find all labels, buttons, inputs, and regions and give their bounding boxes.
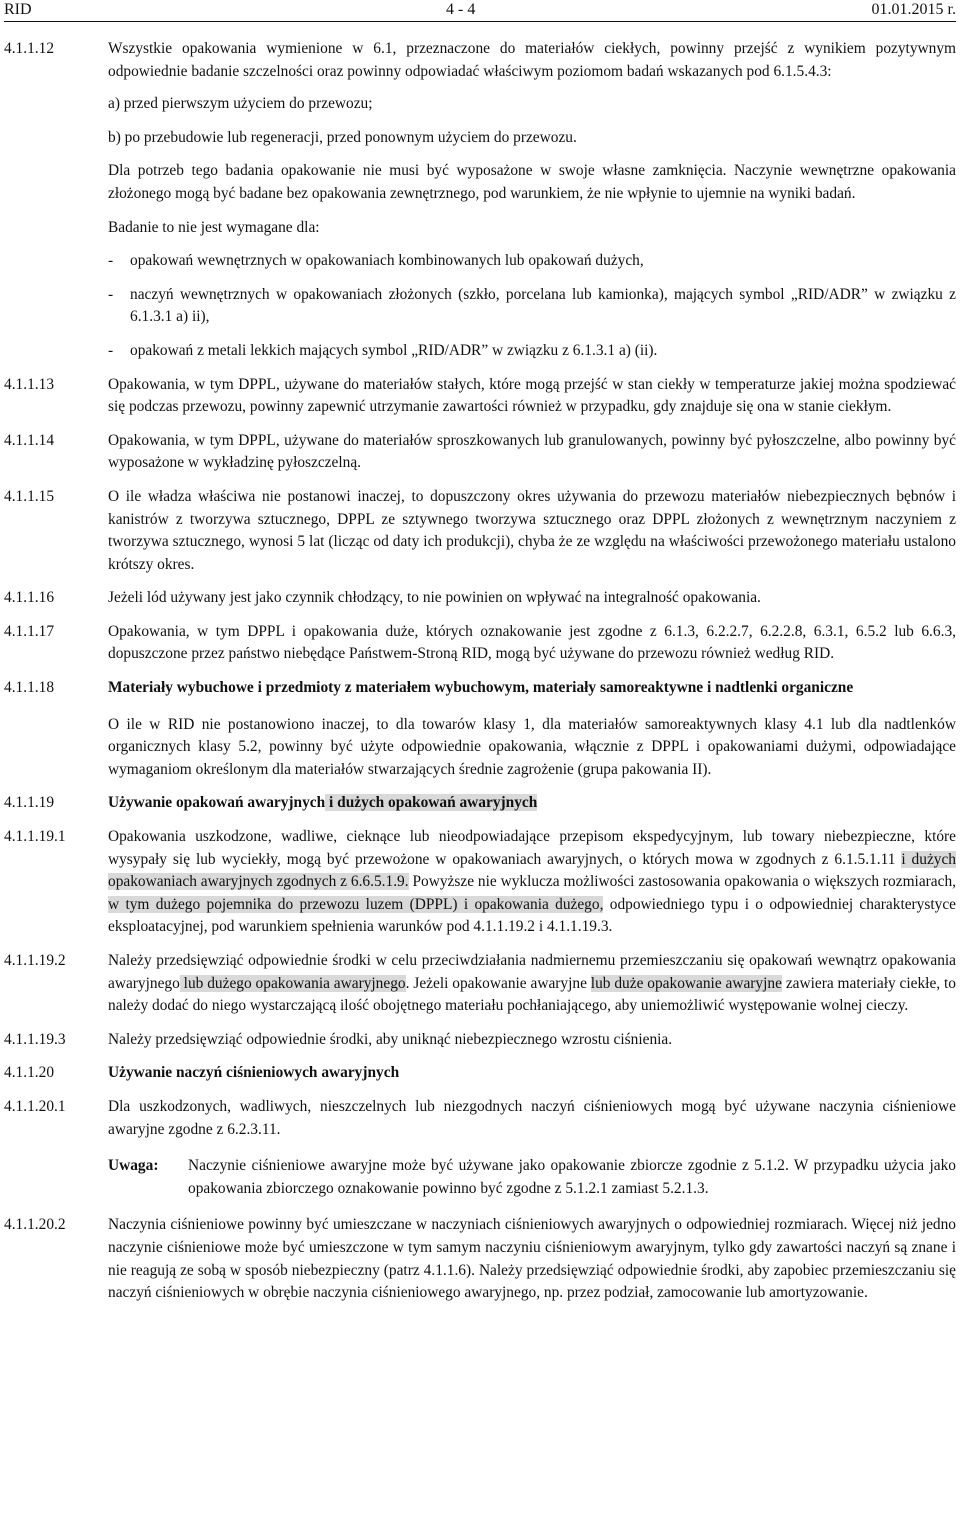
paragraph: Opakowania, w tym DPPL, używane do materiałów stałych, które mogą przejść w stan ciekły w temperaturze jakiej można spodziewać się podczas przewozu, powinny zapewnić utrzymanie zawartości również w przypadku, gdy znajduje się ona w stanie ciekłym. xyxy=(108,375,956,416)
paragraph: Opakowania, w tym DPPL, używane do materiałów sproszkowanych lub granulowanych, powinny być pyłoszczelne, albo powinny być wyposażone w wykładzinę pyłoszczelną. xyxy=(108,431,956,472)
highlighted-text: lub duże opakowanie awaryjne xyxy=(590,974,782,992)
section-4-1-1-19-2 xyxy=(4,950,956,1018)
document-body xyxy=(4,38,956,1305)
section-4-1-1-18 xyxy=(4,677,956,781)
header-left: RID xyxy=(4,1,32,18)
dash-item: - opakowań wewnętrznych w opakowaniach kombinowanych lub opakowań dużych, xyxy=(108,250,956,273)
section-title xyxy=(108,792,956,815)
section-4-1-1-19 xyxy=(4,792,956,815)
dash-item-text: opakowań wewnętrznych w opakowaniach kombinowanych lub opakowań dużych, xyxy=(130,252,644,270)
header-page-number: 4 - 4 xyxy=(446,1,476,18)
section-4-1-1-19-3 xyxy=(4,1029,956,1052)
section-number: 4.1.1.19.1 xyxy=(4,828,66,846)
paragraph: Opakowania, w tym DPPL i opakowania duże, których oznakowanie jest zgodne z 6.1.3, 6.2.2.7, 6.2.2.8, 6.3.1, 6.5.2 lub 6.6.3, dopuszczone przez państwo niebędące Państwem-Stroną RID, mogą być używane do przewozu również według RID. xyxy=(108,622,956,663)
section-number: 4.1.1.18 xyxy=(4,679,55,697)
section-number: 4.1.1.14 xyxy=(4,431,55,449)
dash-item-text: opakowań z metali lekkich mających symbol „RID/ADR” w związku z 6.1.3.1 a) (ii). xyxy=(130,341,658,359)
section-4-1-1-15 xyxy=(4,486,956,576)
paragraph: Wszystkie opakowania wymienione w 6.1, przeznaczone do materiałów ciekłych, powinny przejść z wynikiem pozytywnym odpowiednie badanie szczelności oraz powinny odpowiadać właściwym poziomom badań wskazanych pod 6.1.5.4.3: xyxy=(108,40,956,80)
text-run: Należy przedsięwziąć odpowiednie środki w celu przeciwdziałania nadmiernemu przemieszczaniu się opakowań wewnątrz opakowania awaryjnego xyxy=(108,952,956,992)
section-number: 4.1.1.20 xyxy=(4,1064,55,1082)
dash-item: - opakowań z metali lekkich mających symbol „RID/ADR” w związku z 6.1.3.1 a) (ii). xyxy=(108,340,956,363)
list-item-a: a) przed pierwszym użyciem do przewozu; xyxy=(108,95,373,113)
section-number: 4.1.1.19.3 xyxy=(4,1030,66,1048)
highlighted-text: lub dużego opakowania awaryjnego xyxy=(179,974,406,992)
section-title: Materiały wybuchowe i przedmioty z materiałem wybuchowym, materiały samoreaktywne i nadtlenki organiczne xyxy=(108,679,854,697)
note-text: Naczynie ciśnieniowe awaryjne może być używane jako opakowanie zbiorcze zgodnie z 5.1.2. W przypadku użycia jako opakowania zbiorczego oznakowanie powinno być zgodne z 5.1.2.1 zamiast 5.2.1.3. xyxy=(188,1157,956,1197)
paragraph: Dla potrzeb tego badania opakowanie nie musi być wyposażone w swoje własne zamknięcia. Naczynie wewnętrzne opakowania złożonego mogą być badane bez opakowania zewnętrznego, pod warunkiem, że nie wpłynie to ujemnie na wyniki badań. xyxy=(108,162,956,202)
header-date: 01.01.2015 r. xyxy=(871,1,956,18)
paragraph xyxy=(108,950,956,1018)
section-number: 4.1.1.19.2 xyxy=(4,952,66,969)
paragraph: O ile w RID nie postanowiono inaczej, to dla towarów klasy 1, dla materiałów samoreaktywnych klasy 4.1 lub dla nadtlenków organicznych klasy 5.2, powinny być użyte odpowiednie opakowania, włącznie z DPPL i opakowaniami dużymi, odpowiadające wymaganiom określonym dla materiałów stwarzających średnie zagrożenie (grupa pakowania II). xyxy=(108,715,956,778)
paragraph: O ile władza właściwa nie postanowi inaczej, to dopuszczony okres używania do przewozu materiałów niebezpiecznych bębnów i kanistrów z tworzywa sztucznego, DPPL ze sztywnego tworzywa sztucznego oraz DPPL złożonych z wewnętrznym naczyniem z tworzywa sztucznego, wynosi 5 lat (licząc od daty ich produkcji), chyba że ze względu na właściwości przewożonego materiału ustalono krótszy okres. xyxy=(108,487,956,573)
paragraph: Naczynia ciśnieniowe powinny być umieszczane w naczyniach ciśnieniowych awaryjnych o odpowiedniej rozmiarach. Więcej niż jedno naczynie ciśnieniowe może być umieszczone w tym samym naczyniu ciśnieniowym awaryjnym, tylko gdy zawartości naczyń są znane i nie reagują ze sobą w sposób niebezpieczny (patrz 4.1.1.6). Należy przedsięwziąć odpowiednie środki, aby zapobiec przemieszczaniu się naczyń ciśnieniowych w obrębie naczynia ciśnieniowego awaryjnego, np. przez podział, zamocowanie lub amortyzowanie. xyxy=(108,1216,956,1302)
section-4-1-1-20-2 xyxy=(4,1214,956,1304)
section-number: 4.1.1.13 xyxy=(4,375,55,393)
list-item-b: b) po przebudowie lub regeneracji, przed ponownym użyciem do przewozu. xyxy=(108,128,577,146)
text-run: odpowiedniego typu i o odpowiedniej charakterystyce eksploatacyjnej, pod warunkiem spełnienia warunków pod 4.1.1.19.2 i 4.1.1.19.3. xyxy=(108,895,956,936)
dash-item: - naczyń wewnętrznych w opakowaniach złożonych (szkło, porcelana lub kamionka), mających symbol „RID/ADR” w związku z 6.1.3.1 a) ii), xyxy=(108,284,956,329)
highlighted-text: i dużych opakowań awaryjnych xyxy=(325,794,538,812)
section-4-1-1-12 xyxy=(4,38,956,363)
paragraph: Należy przedsięwziąć odpowiednie środki, aby uniknąć niebezpiecznego wzrostu ciśnienia. xyxy=(108,1030,673,1048)
paragraph: Badanie to nie jest wymagane dla: xyxy=(108,218,320,236)
note-label: Uwaga: xyxy=(108,1157,159,1175)
section-number: 4.1.1.19 xyxy=(4,794,55,812)
section-4-1-1-16 xyxy=(4,587,956,610)
section-4-1-1-14 xyxy=(4,430,956,475)
section-title: Używanie naczyń ciśnieniowych awaryjnych xyxy=(108,1064,400,1082)
header-rule xyxy=(4,21,956,22)
section-4-1-1-19-1 xyxy=(4,826,956,939)
section-4-1-1-20-1 xyxy=(4,1096,956,1200)
section-number: 4.1.1.16 xyxy=(4,589,55,607)
paragraph: Jeżeli lód używany jest jako czynnik chłodzący, to nie powinien on wpływać na integralność opakowania. xyxy=(108,589,761,607)
section-4-1-1-13 xyxy=(4,374,956,419)
section-number: 4.1.1.17 xyxy=(4,622,55,640)
section-number: 4.1.1.12 xyxy=(4,40,55,57)
text-run: . Jeżeli opakowanie awaryjne xyxy=(405,974,591,992)
section-4-1-1-20 xyxy=(4,1062,956,1085)
section-number: 4.1.1.20.1 xyxy=(4,1097,66,1115)
section-number: 4.1.1.20.2 xyxy=(4,1216,66,1234)
paragraph: Dla uszkodzonych, wadliwych, nieszczelnych lub niezgodnych naczyń ciśnieniowych mogą być używane naczynia ciśnieniowe awaryjne zgodne z 6.2.3.11. xyxy=(108,1097,956,1138)
paragraph xyxy=(108,826,956,939)
highlighted-text: w tym dużego pojemnika do przewozu luzem (DPPL) i opakowania dużego, xyxy=(108,895,604,913)
text-run: zawiera materiały ciekłe, to należy dodać do niego wystarczającą ilość obojętnego materiału pochłaniającego, aby uniemożliwić występowanie wolnej cieczy. xyxy=(108,974,956,1015)
text-run: Opakowania uszkodzone, wadliwe, cieknące lub nieodpowiadające przepisom ekspedycyjnym, lub towary niebezpieczne, które wysypały się lub wyciekły, mogą być przewożone w opakowaniach awaryjnych, o których mowa w zgodnych z 6.1.5.1.11 xyxy=(108,828,956,868)
dash-item-text: naczyń wewnętrznych w opakowaniach złożonych (szkło, porcelana lub kamionka), mających symbol „RID/ADR” w związku z 6.1.3.1 a) ii), xyxy=(130,285,956,326)
text-run: Powyższe nie wyklucza możliwości zastosowania opakowania o większych rozmiarach, xyxy=(408,873,956,891)
highlighted-text: i dużych opakowaniach awaryjnych zgodnych z 6.6.5.1.9. xyxy=(108,850,956,891)
page-header xyxy=(4,0,956,20)
note xyxy=(108,1155,956,1200)
title-part: Używanie opakowań awaryjnych xyxy=(108,794,326,812)
section-number: 4.1.1.15 xyxy=(4,487,55,505)
section-4-1-1-17 xyxy=(4,621,956,666)
